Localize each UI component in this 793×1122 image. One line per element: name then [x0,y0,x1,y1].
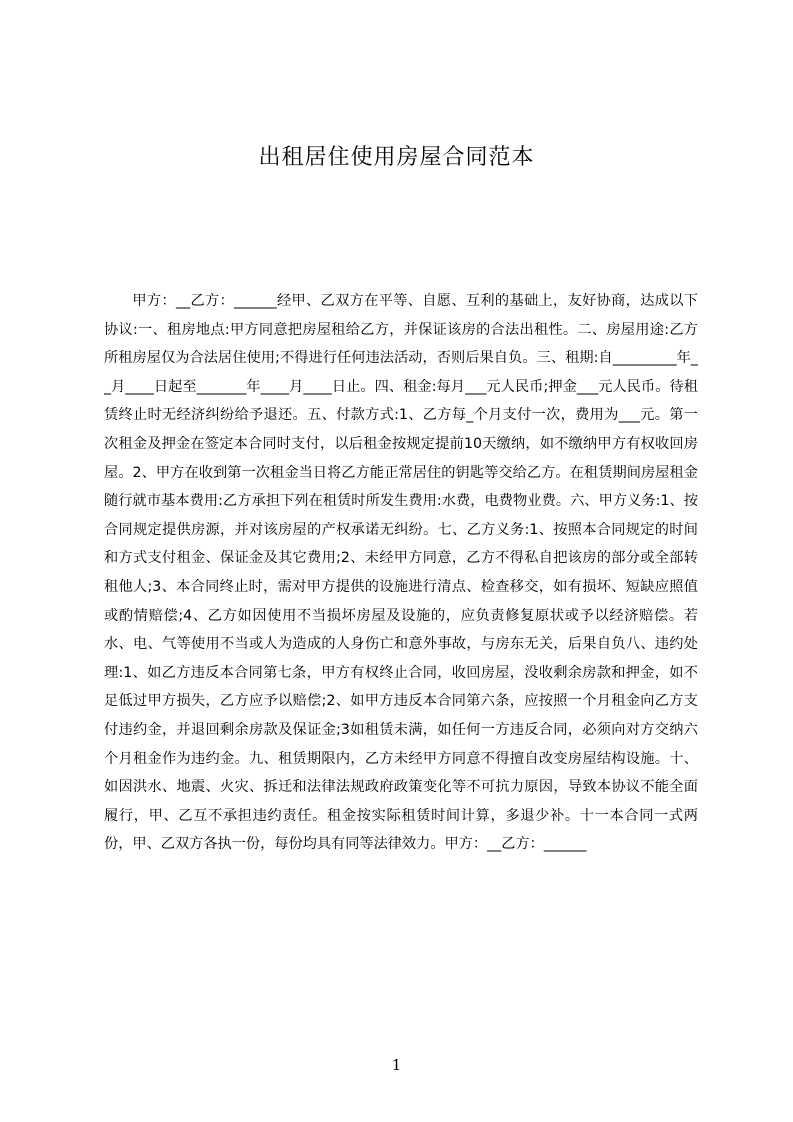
contract-body-paragraph: 甲方：__乙方：______经甲、乙双方在平等、自愿、互利的基础上，友好协商，达成以下协议:一、租房地点:甲方同意把房屋租给乙方，并保证该房的合法出租性。二、房屋用途:乙方所租房屋仅为合法居住使用;不得进行任何违法活动，否则后果自负。三、租期:自_________年__月____日起至_______年____月____日止。四、租金:每月___元人民币;押金___元人民币。待租赁终止时无经济纠纷给予退还。五、付款方式:1、乙方每_个月支付一次，费用为___元。第一次租金及押金在签定本合同时支付，以后租金按规定提前10天缴纳，如不缴纳甲方有权收回房屋。2、甲方在收到第一次租金当日将乙方能正常居住的钥匙等交给乙方。在租赁期间房屋租金随行就市基本费用:乙方承担下列在租赁时所发生费用:水费，电费物业费。六、甲方义务:1、按合同规定提供房源，并对该房屋的产权承诺无纠纷。七、乙方义务:1、按照本合同规定的时间和方式支付租金、保证金及其它费用;2、未经甲方同意，乙方不得私自把该房的部分或全部转租他人;3、本合同终止时，需对甲方提供的设施进行清点、检查移交，如有损坏、短缺应照值或酌情赔偿;4、乙方如因使用不当损坏房屋及设施的，应负责修复原状或予以经济赔偿。若水、电、气等使用不当或人为造成的人身伤亡和意外事故，与房东无关，后果自负八、违约处理:1、如乙方违反本合同第七条，甲方有权终止合同，收回房屋，没收剩余房款和押金，如不足低过甲方损失，乙方应予以赔偿;2、如甲方违反本合同第六条，应按照一个月租金向乙方支付违约金，并退回剩余房款及保证金;3如租赁未满，如任何一方违反合同，必须向对方交纳六个月租金作为违约金。九、租赁期限内，乙方未经甲方同意不得擅自改变房屋结构设施。十、如因洪水、地震、火灾、拆迁和法律法规政府政策变化等不可抗力原因，导致本协议不能全面履行，甲、乙互不承担违约责任。租金按实际租赁时间计算，多退少补。十一本合同一式两份，甲、乙双方各执一份，每份均具有同等法律效力。甲方：__乙方：______ [104,293,698,853]
document-title: 出租居住使用房屋合同范本 [258,145,535,170]
page-number: 1 [391,1056,402,1074]
